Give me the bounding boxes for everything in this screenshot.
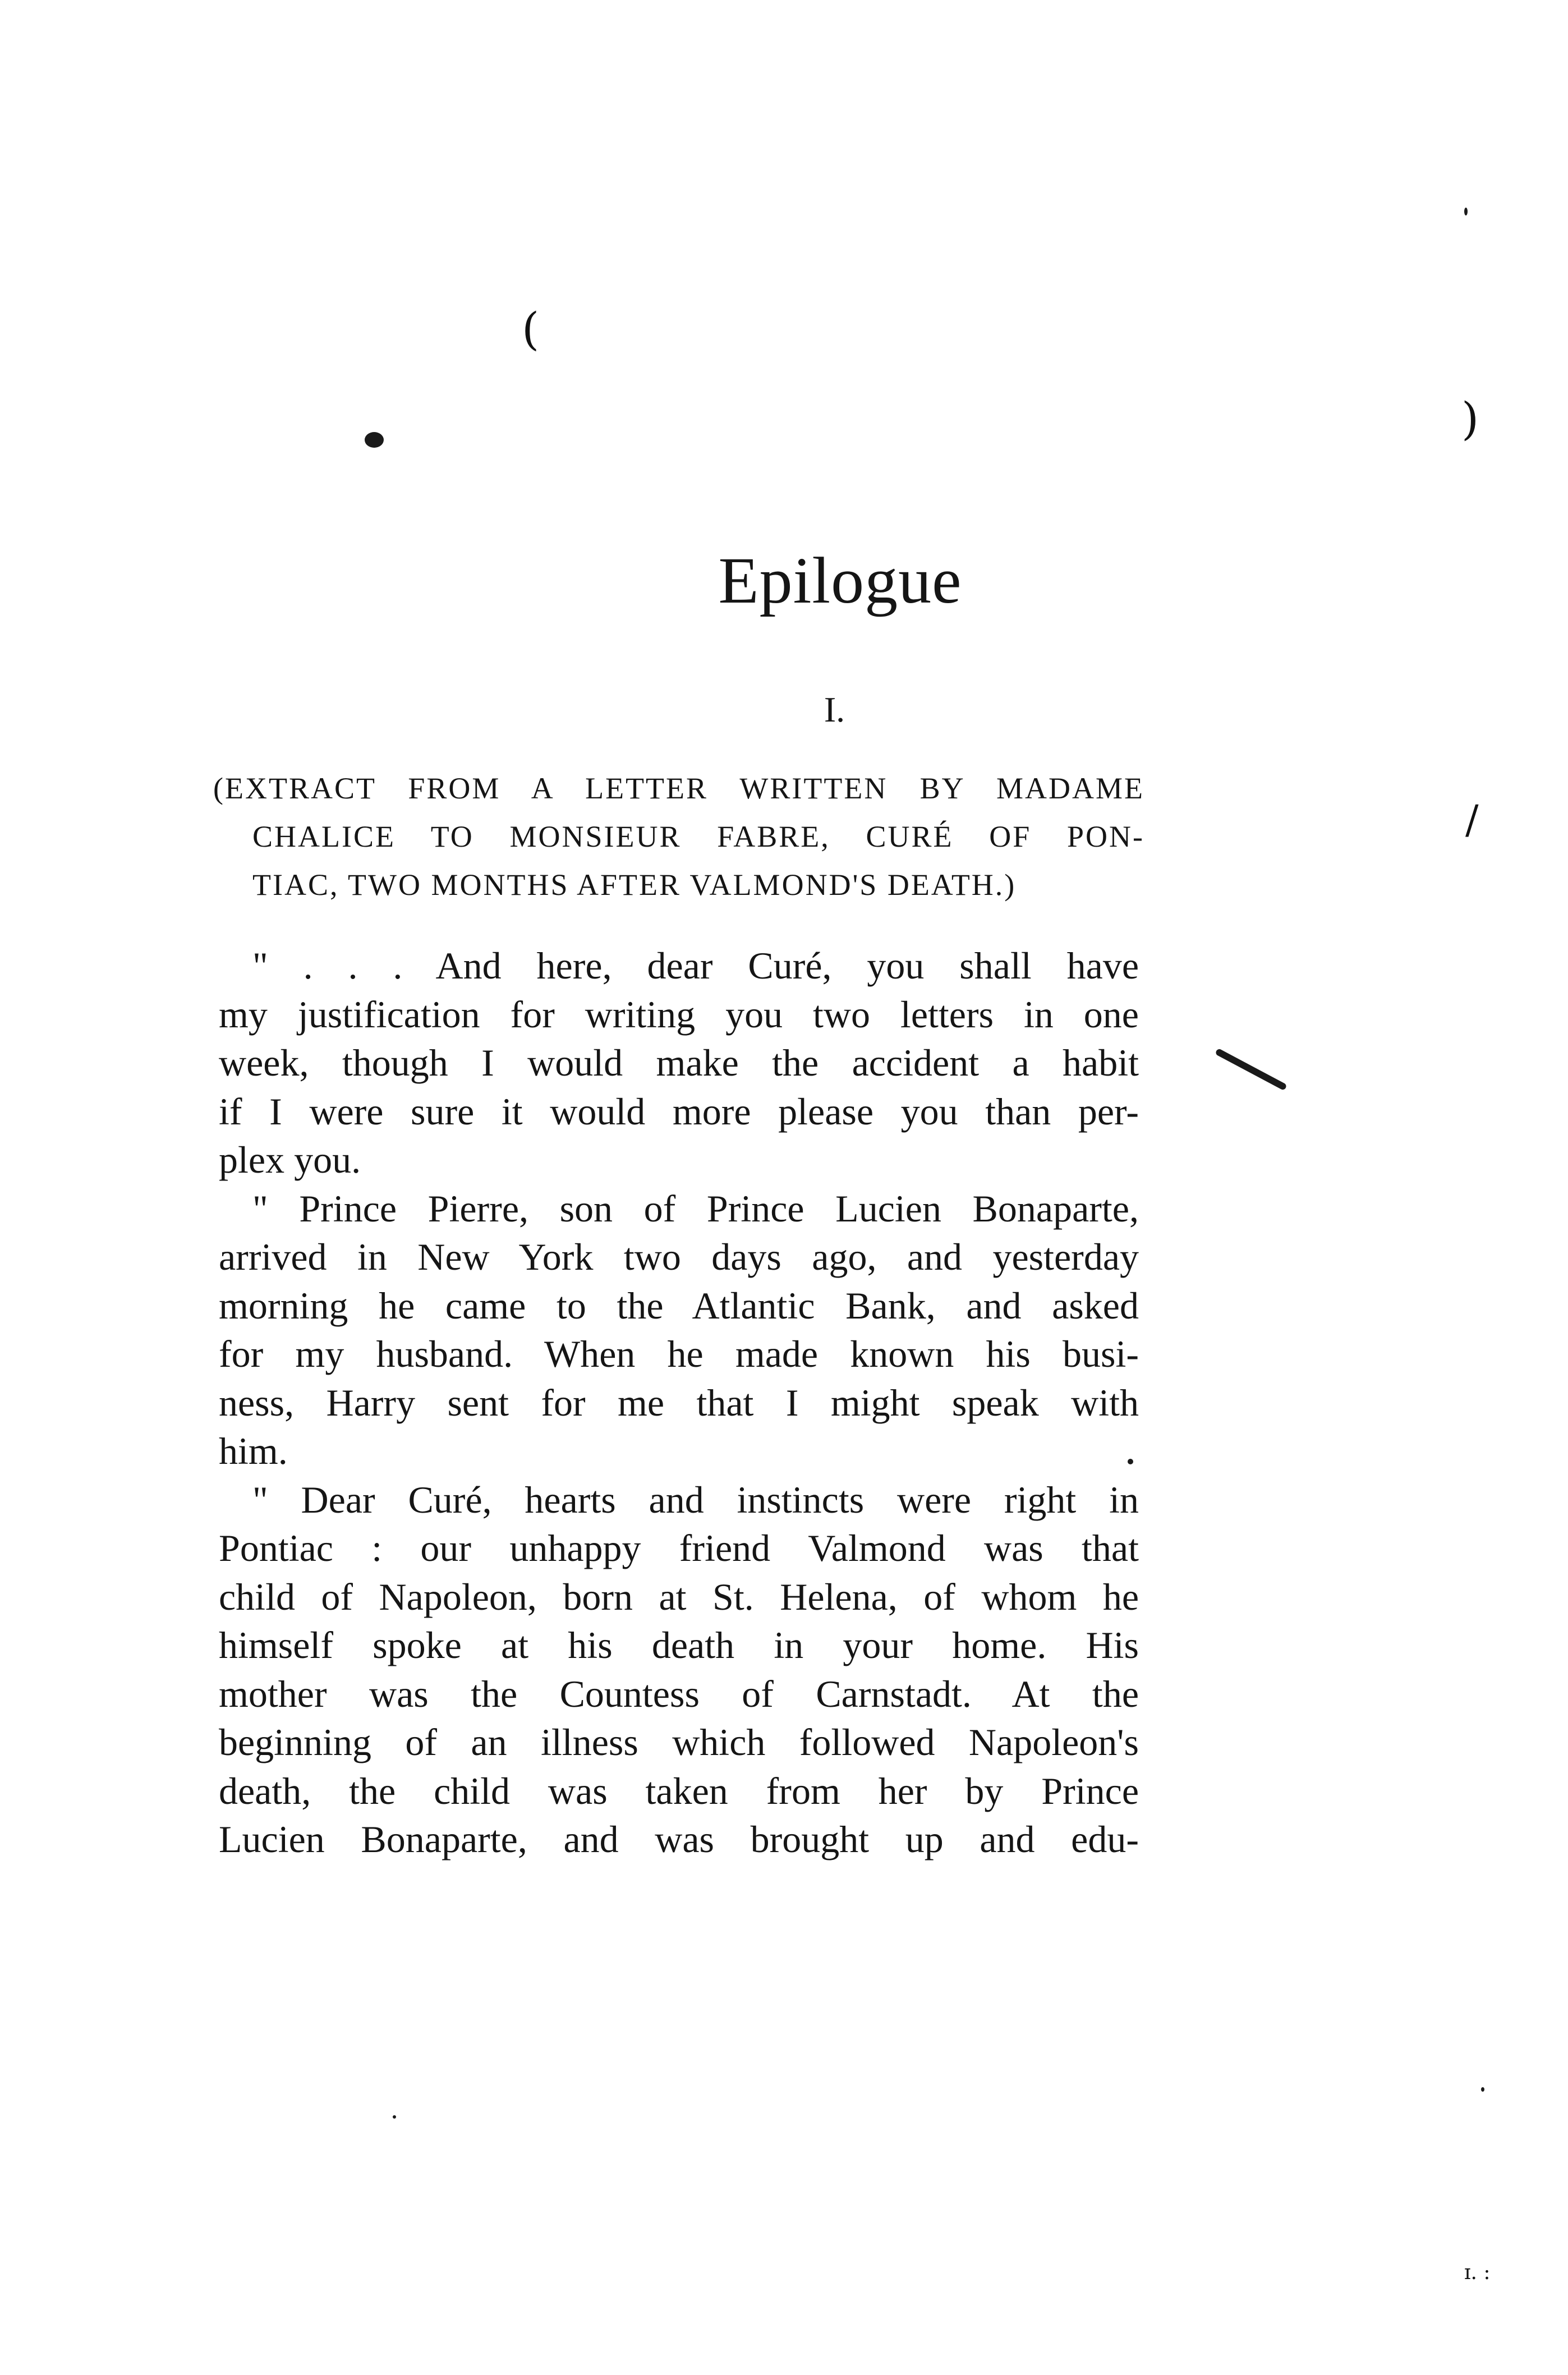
body-line: beginning of an illness which followed Napoleon's [219, 1721, 1139, 1763]
ink-speck [393, 2115, 396, 2119]
body-line: " Prince Pierre, son of Prince Lucien Bonaparte, [252, 1187, 1139, 1230]
body-line: arrived in New York two days ago, and yesterday [219, 1235, 1139, 1278]
ink-blot [365, 432, 384, 448]
stray-bracket-mark: ( [522, 303, 540, 355]
body-line: child of Napoleon, born at St. Helena, of whom he [219, 1575, 1139, 1618]
body-line: morning he came to the Atlantic Bank, and asked [219, 1284, 1139, 1327]
body-line: " . . . And here, dear Curé, you shall have [252, 944, 1139, 987]
section-number: I. [824, 690, 845, 729]
body-line: for my husband. When he made known his busi- [219, 1333, 1139, 1375]
ink-streak [1215, 1048, 1287, 1091]
body-line: mother was the Countess of Carnstadt. At the [219, 1672, 1139, 1715]
heading-line: (EXTRACT FROM A LETTER WRITTEN BY MADAME [213, 771, 1144, 805]
chapter-title: Epilogue [718, 544, 962, 617]
ink-speck [1464, 208, 1468, 215]
ink-speck [1481, 2087, 1484, 2092]
stray-corner-mark: ɪ. : [1464, 2261, 1491, 2284]
heading-line: TIAC, TWO MONTHS AFTER VALMOND'S DEATH.) [252, 868, 1017, 902]
body-line: death, the child was taken from her by Prince [219, 1769, 1139, 1812]
body-line: week, though I would make the accident a habit [219, 1041, 1139, 1084]
body-line: if I were sure it would more please you than per- [219, 1090, 1139, 1133]
body-line: my justification for writing you two letters in one [219, 993, 1139, 1036]
body-line: him. [219, 1430, 288, 1472]
stray-stroke-mark: / [1465, 797, 1479, 843]
stray-bracket-mark: ) [1461, 393, 1479, 445]
body-line: himself spoke at his death in your home. His [219, 1624, 1139, 1666]
letter-body [219, 941, 1139, 1864]
body-line: Pontiac : our unhappy friend Valmond was that [219, 1527, 1139, 1569]
letter-heading [213, 764, 1144, 909]
body-line: " Dear Curé, hearts and instincts were right in [252, 1478, 1139, 1521]
body-line: ness, Harry sent for me that I might speak with [219, 1381, 1139, 1424]
body-line: plex you. [219, 1138, 361, 1181]
body-line: Lucien Bonaparte, and was brought up and edu- [219, 1818, 1139, 1861]
heading-line: CHALICE TO MONSIEUR FABRE, CURÉ OF PON- [252, 820, 1144, 853]
